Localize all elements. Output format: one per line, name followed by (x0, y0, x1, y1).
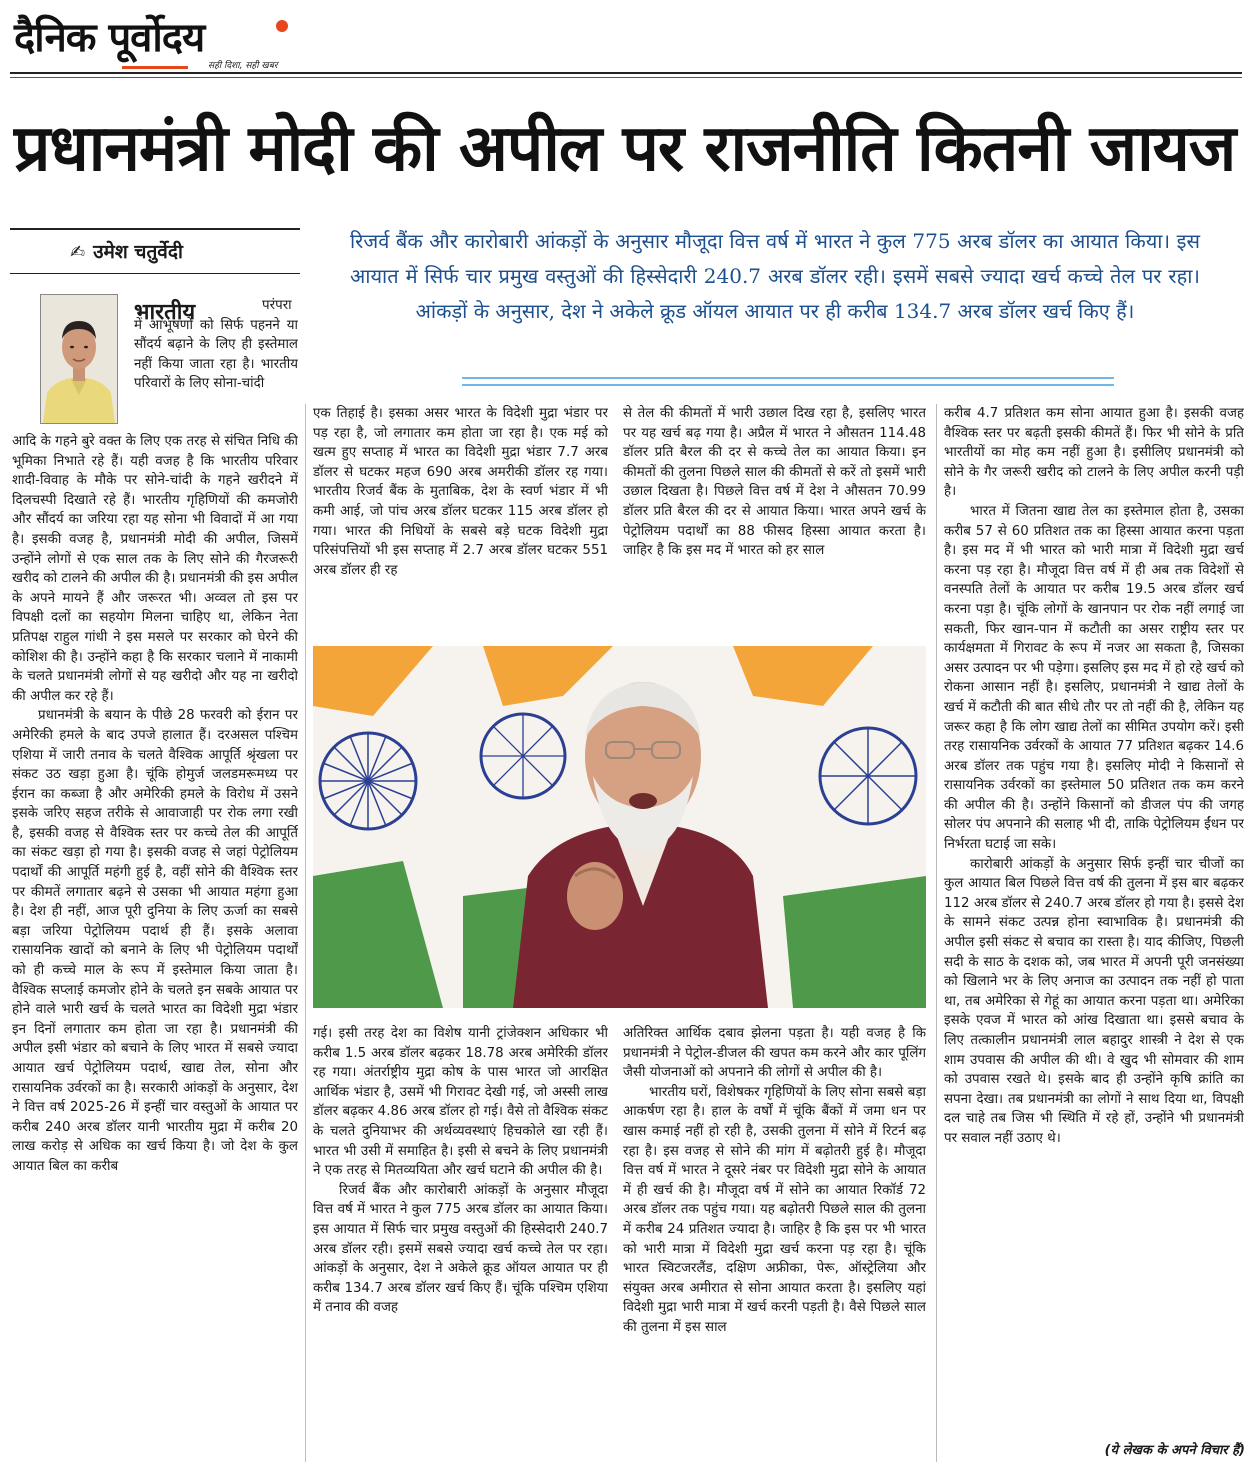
paragraph: परंपरा में आभूषणों को सिर्फ पहनने या सौंदर्य बढ़ाने के लिए ही इस्तेमाल नहीं किया जाता रहा है। भारतीय परिवारों के लिए सोना-चांदी (134, 298, 298, 392)
paragraph: एक तिहाई है। इसका असर भारत के विदेशी मुद्रा भंडार पर पड़ रहा है, जो लगातार कम होता जा रहा है। एक मई को खत्म हुए सप्ताह में भारत का विदेशी मुद्रा भंडार 7.7 अरब डॉलर से घटकर महज 690 अरब अमरीकी डॉलर रह गया। भारतीय रिजर्व बैंक के मुताबिक, देश के स्वर्ण भंडार में भी कमी आई, जो पांच अरब डॉलर घटकर 115 अरब डॉलर हो गया। भारत की निधियों के सबसे बड़े घटक विदेशी मुद्रा परिसंपत्तियों भी इस सप्ताह में 2.7 अरब डॉलर घटकर 551 अरब डॉलर ही रह (313, 406, 608, 578)
headline: प्रधानमंत्री मोदी की अपील पर राजनीति कितनी जायज (14, 112, 1236, 186)
paragraph: अतिरिक्त आर्थिक दबाव झेलना पड़ता है। यही वजह है कि प्रधानमंत्री ने पेट्रोल-डीजल की खपत कम करने और कार पूलिंग जैसी योजनाओं को अपनाने की लोगों से अपील की है। (623, 1026, 926, 1081)
paragraph: भारत में जितना खाद्य तेल का इस्तेमाल होता है, उसका करीब 57 से 60 प्रतिशत तक का हिस्सा आयात करना पड़ता है। इस मद में भी भारत को भारी मात्रा में विदेशी मुद्रा खर्च करना पड़ रहा है। मौजूदा वित्त वर्ष में ही अब तक विदेशों से वनस्पति तेलों के आयात पर करीब 19.5 अरब डॉलर खर्च करना पड़ा है। चूंकि लोगों के खानपान पर रोक नहीं लगाई जा सकती, फिर खान-पान में कटौती का असर राष्ट्रीय स्तर पर कार्यक्षमता में गिरावट के रूप में नजर आ सकता है, जिसका असर उत्पादन पर भी पड़ेगा। इसलिए इस मद में हो रहे खर्च को रोकना आसान नहीं है। इसलिए, प्रधानमंत्री ने खाद्य तेलों के खर्च में कटौती की बात सीधे तौर पर तो नहीं की है, लेकिन यह जरूर कहा है कि लोग खाद्य तेलों का सीमित उपयोग करें। इसी तरह रासायनिक उर्वरकों के आयात 77 प्रतिशत बढ़कर 14.6 अरब डॉलर तक पहुंच गया है। इसलिए मोदी ने किसानों से रासायनिक उर्वरकों का इस्तेमाल 50 प्रतिशत तक कम करने की अपील की है। उन्होंने किसानों को डीजल पंप की जगह सोलर पंप अपनाने की सलाह भी दी, ताकि पेट्रोलियम ईंधन पर निर्भरता घटाई जा सके। (944, 503, 1244, 853)
disclaimer: (ये लेखक के अपने विचार हैं) (1104, 1443, 1245, 1458)
paragraph: से तेल की कीमतों में भारी उछाल दिख रहा है, इसलिए भारत पर यह खर्च बढ़ गया है। अप्रैल में भारत ने औसतन 114.48 डॉलर प्रति बैरल की दर से कच्चे तेल का आयात किया। इन कीमतों की तुलना पिछले साल की कीमतों से करें तो इसमें भारी उछाल दिखता है। पिछले वित्त वर्ष में देश ने औसतन 70.99 डॉलर प्रति बैरल की दर से आयात किया। भारत अपने खर्च के पेट्रोलियम पदार्थों का 88 फीसद हिस्सा आयात करता है। जाहिर है कि इस मद में भारत को हर साल (623, 406, 926, 559)
main-photo (313, 646, 926, 1008)
tagline: सही दिशा, सही खबर (208, 61, 278, 71)
paragraph: प्रधानमंत्री के बयान के पीछे 28 फरवरी को ईरान पर अमेरिकी हमले के बाद उपजे हालात हैं। दरअसल पश्चिम एशिया में जारी तनाव के चलते वैश्विक आपूर्ति श्रृंखला पर संकट उठ खड़ा हुआ है। चूंकि होमुर्ज जलडमरूमध्य पर ईरान का कब्जा है और अमेरिकी हमले के विरोध में उसने इसके जरिए सहज तरीके से आवाजाही पर रोक लगा रखी है, इसकी वजह से वैश्विक स्तर पर कच्चे तेल की आपूर्ति का संकट खड़ा हो गया है। इसकी वजह से जहां पेट्रोलियम पदार्थों की आपूर्ति महंगी हुई है, वहीं सोने की वैश्विक स्तर पर कीमतें लगातार बढ़ने से उसका भी आयात महंगा हुआ है। देश ही नहीं, आज पूरी दुनिया के लिए ऊर्जा का सबसे बड़ा जरिया पेट्रोलियम पदार्थ ही हैं। इसके अलावा रासायनिक खादों को बनाने के लिए भी पेट्रोलियम पदार्थों को ही कच्चे माल के रूप में इस्तेमाल किया जाता है। वैश्विक सप्लाई कमजोर होने के चलते इन सबके आयात पर होने वाले भारी खर्च के चलते भारत का विदेशी मुद्रा भंडार इन दिनों लगातार कम होता जा रहा है। प्रधानमंत्री की अपील इसी भंडार को बचाने के लिए भारत में सबसे ज्यादा आयात खर्च पेट्रोलियम पदार्थ, खाद्य तेल, सोना और रासायनिक उर्वरकों का है। सरकारी आंकड़ों के अनुसार, देश ने वित्त वर्ष 2025-26 में इन्हीं चार वस्तुओं के आयात पर करीब 240 अरब डॉलर यानी भारतीय मुद्रा में करीब 20 लाख करोड़ से अधिक का खर्च किया है। जो देश के कुल आयात बिल का करीब (12, 708, 298, 1174)
newspaper-logo: दैनिक पूर्वोदय (14, 15, 205, 61)
byline (70, 238, 183, 264)
paragraph: करीब 4.7 प्रतिशत कम सोना आयात हुआ है। इसकी वजह वैश्विक स्तर पर बढ़ती इसकी कीमतें हैं। फिर भी सोने के प्रति भारतीयों का मोह कम नहीं हुआ है। इसीलिए प्रधानमंत्री को सोने के गैर जरूरी खरीद को टालने के लिए अपील करनी पड़ी है। (944, 406, 1244, 500)
article-column-3-top (623, 404, 926, 640)
masthead-rule (10, 72, 1242, 74)
column-divider (305, 404, 306, 1462)
author-name: उमेश चतुर्वेदी (93, 241, 183, 263)
article-column-1-top (134, 296, 298, 432)
byline-rule-top (10, 228, 300, 230)
paragraph: गई। इसी तरह देश का विशेष यानी ट्रांजेक्शन अधिकार भी करीब 1.5 अरब डॉलर बढ़कर 18.78 अरब अमेरिकी डॉलर रह गया। अंतर्राष्ट्रीय मुद्रा कोष के पास भारत जो आरक्षित आर्थिक भंडार है, उसमें भी गिरावट देखी गई, जो अस्सी लाख डॉलर बढ़कर 4.86 अरब डॉलर हो गई। वैसे तो वैश्विक संकट के चलते दुनियाभर की अर्थव्यवस्थाएं हिचकोले खा रही हैं। भारत भी उसी में समाहित है। इसी से बचने के लिए प्रधानमंत्री ने एक तरह से मितव्ययिता और खर्च घटाने की अपील की है। (313, 1026, 608, 1179)
author-photo (40, 294, 118, 424)
column-divider (936, 404, 937, 1462)
article-column-2-top (313, 404, 608, 640)
article-column-4 (944, 404, 1244, 1438)
article-column-3 (623, 1024, 926, 1462)
lead-word: भारतीय (134, 300, 196, 325)
byline-rule-bottom (10, 273, 300, 274)
logo-dot (276, 20, 288, 32)
article-column-2 (313, 1024, 608, 1462)
paragraph: आदि के गहने बुरे वक्त के लिए एक तरह से संचित निधि की भूमिका निभाते रहे हैं। यही वजह है कि भारतीय परिवार शादी-विवाह के मौके पर सोने-चांदी के गहने खरीदने में दिलचस्पी दिखाते रहे हैं। भारतीय गृहिणियों की कमजोरी और सौंदर्य का जरिया रहा यह सोना भी विवादों में आ गया है। इसकी वजह है, प्रधानमंत्री मोदी की अपील, जिसमें उन्होंने लोगों से एक साल तक के लिए सोने की गैरजरूरी खरीद को टालने की अपील की है। प्रधानमंत्री की इस अपील के अपने मायने हैं और जरूरत भी। अव्वल तो इस पर विपक्षी दलों का सहयोग मिलना चाहिए था, लेकिन नेता प्रतिपक्ष राहुल गांधी ने इस मसले पर सरकार को घेरने की कोशिश की है। उन्होंने कहा है कि सरकार चलाने में नाकामी के चलते प्रधानमंत्री लोगों से यह खरीदो और यह ना खरीदो की अपील कर रहे हैं। (12, 434, 298, 704)
standfirst: रिजर्व बैंक और कारोबारी आंकड़ों के अनुसार मौजूदा वित्त वर्ष में भारत ने कुल 775 अरब डॉलर का आयात किया। इस आयात में सिर्फ चार प्रमुख वस्तुओं की हिस्सेदारी 240.7 अरब डॉलर रही। इसमें सबसे ज्यादा खर्च कच्चे तेल पर रहा। आंकड़ों के अनुसार, देश ने अकेले क्रूड ऑयल आयात पर ही करीब 134.7 अरब डॉलर खर्च किए हैं। (350, 229, 1200, 323)
paragraph: भारतीय घरों, विशेषकर गृहिणियों के लिए सोना सबसे बड़ा आकर्षण रहा है। हाल के वर्षों में चूंकि बैंकों में जमा धन पर खास कमाई नहीं हो रही है, उसकी तुलना में सोने में रिटर्न बढ़ रहा है। इस वजह से सोने की मांग में बढ़ोतरी हुई है। मौजूदा वित्त वर्ष में भारत ने दूसरे नंबर पर विदेशी मुद्रा सोने के आयात में ही खर्च की है। मौजूदा वर्ष में सोने का आयात रिकॉर्ड 72 अरब डॉलर तक पहुंच गया। यह बढ़ोतरी पिछले साल की तुलना में करीब 24 प्रतिशत ज्यादा है। जाहिर है कि इस पर भी भारत को भारी मात्रा में विदेशी मुद्रा खर्च करना पड़ रहा है। चूंकि भारत स्विटजरलैंड, दक्षिण अफ्रीका, पेरू, ऑस्ट्रेलिया और संयुक्त अरब अमीरात से सोना आयात करता है। इसलिए यहां विदेशी मुद्रा भारी मात्रा में खर्च करनी पड़ती है। वैसे पिछले साल की तुलना में इस साल (623, 1084, 926, 1335)
article-column-1 (12, 432, 298, 1462)
masthead-rule-thin (10, 77, 1242, 78)
paragraph: कारोबारी आंकड़ों के अनुसार सिर्फ इन्हीं चार चीजों का कुल आयात बिल पिछले वित्त वर्ष की तुलना में इस बार बढ़कर 112 अरब डॉलर से 240.7 अरब डॉलर हो गया है। इससे देश के सामने संकट उत्पन्न होना स्वाभाविक है। प्रधानमंत्री की अपील इसी संकट से बचाव का रास्ता है। याद कीजिए, पिछली सदी के साठ के दशक को, जब भारत में अपनी पूरी जनसंख्या को खिलाने भर के लिए अनाज का उत्पादन तक नहीं हो पाता था, तब अमेरिका से गेहूं का आयात करना पड़ता था। अमेरिका इसके एवज में भारत को आंख दिखाता था। इससे बचाव के लिए तत्कालीन प्रधानमंत्री लाल बहादुर शास्त्री ने देश से एक शाम उपवास की अपील की थी। वे खुद भी सोमवार की शाम को उपवास रखते थे। इसके बाद ही उन्होंने कृषि क्रांति का सपना देखा। तब प्रधानमंत्री का लोगों ने साथ दिया था, विपक्षी दल चाहे तब जिस भी स्थिति में रहे हों, उन्होंने भी प्रधानमंत्री पर सवाल नहीं उठाए थे। (944, 856, 1244, 1146)
standfirst-rule-2 (462, 384, 1114, 386)
logo-accent-line (122, 66, 188, 69)
masthead (10, 8, 290, 70)
pen-icon: ✍ (70, 242, 86, 263)
paragraph: रिजर्व बैंक और कारोबारी आंकड़ों के अनुसार मौजूदा वित्त वर्ष में भारत ने कुल 775 अरब डॉलर का आयात किया। इस आयात में सिर्फ चार प्रमुख वस्तुओं की हिस्सेदारी 240.7 अरब डॉलर रही। इसमें सबसे ज्यादा खर्च कच्चे तेल पर रहा। आंकड़ों के अनुसार, देश ने अकेले क्रूड ऑयल आयात पर ही करीब 134.7 अरब डॉलर खर्च किए हैं। चूंकि पश्चिम एशिया में तनाव की वजह (313, 1182, 608, 1316)
standfirst-rule (462, 377, 1114, 379)
